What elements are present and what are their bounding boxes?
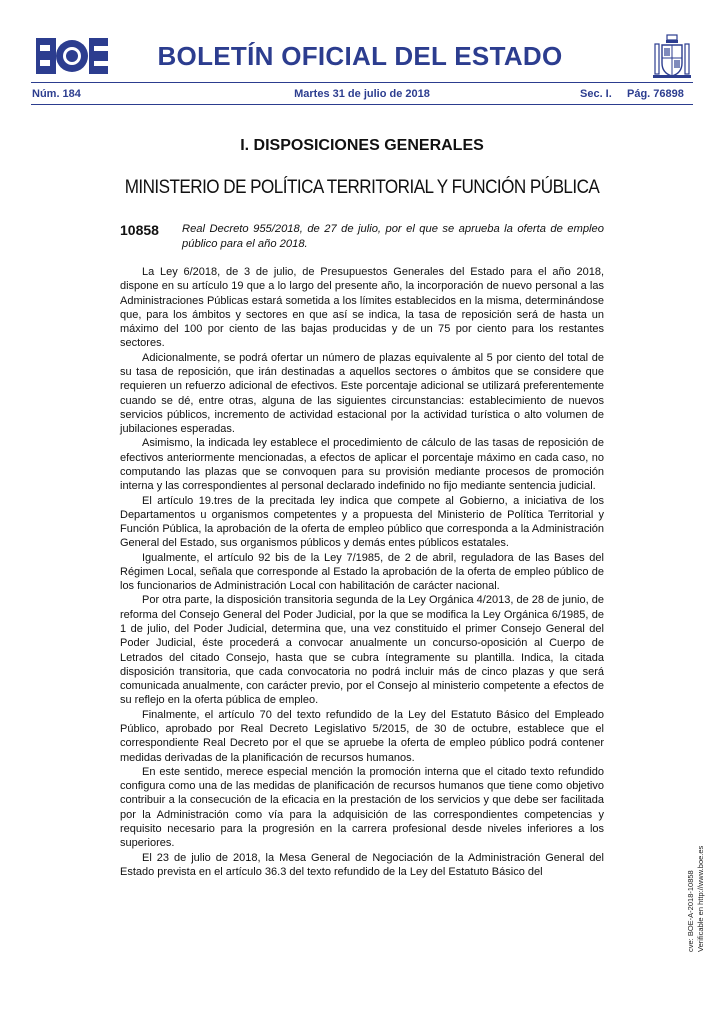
page-number: Pág. 76898 <box>627 88 684 100</box>
issue-date: Martes 31 de julio de 2018 <box>294 88 430 100</box>
paragraph: El 23 de julio de 2018, la Mesa General de Negociación de la Administración General del Estado prevista en el artículo 36.3 del texto refundido de la Ley del Estatuto Básico del <box>120 851 604 878</box>
disposition-number: 10858 <box>120 222 159 238</box>
newspaper-title: BOLETÍN OFICIAL DEL ESTADO <box>157 41 563 71</box>
boe-logo <box>36 38 108 74</box>
ministry-heading: MINISTERIO DE POLÍTICA TERRITORIAL Y FUNCIÓN PÚBLICA <box>124 177 600 198</box>
section-label: Sec. I. <box>580 88 612 100</box>
paragraph: En este sentido, merece especial mención la promoción interna que el citado texto refundido configura como una de las medidas de planificación de recursos humanos que tiene como objetivo contribuir a la consecución de la eficacia en la prestación de los servicios y que debe ser facilitada por la Administración como vía para la adquisición de las correspondientes competencias y requisito necesario para la progresión en la carrera profesional desde niveles inferiores a los superiores. <box>120 765 604 850</box>
paragraph: Adicionalmente, se podrá ofertar un número de plazas equivalente al 5 por ciento del total de su tasa de reposición, que irán destinadas a aquellos sectores o ámbitos que se considere que requieren un refuerzo adicional de efectivos. Este porcentaje adicional se utilizará preferentemente cuando se dé, entre otras, alguna de las siguientes circunstancias: establecimiento de nuevos servicios públicos, incremento de actividad estacional por la actividad turística o alto volumen de jubilaciones esperadas. <box>120 351 604 436</box>
paragraph: La Ley 6/2018, de 3 de julio, de Presupuestos Generales del Estado para el año 2018, dispone en su artículo 19 que a lo largo del presente año, la incorporación de nuevo personal a las Administraciones Públicas estará sometida a los límites establecidos en la misma, determinándose que, para los ámbitos y sectores en que así se indica, la tasa de reposición será de hasta un máximo del 100 por ciento de las bajas producidas y de un 75 por ciento para los restantes sectores. <box>120 266 604 350</box>
paragraph: Por otra parte, la disposición transitoria segunda de la Ley Orgánica 4/2013, de 28 de junio, de reforma del Consejo General del Poder Judicial, por la que se modifica la Ley Orgánica 6/1985, de 1 de julio, del Poder Judicial, determina que, una vez constituido el primer Consejo General del Poder Judicial, éste procederá a convocar anualmente un concurso-oposición al Cuerpo de Letrados del citado Consejo, hasta que se cubra íntegramente su plantilla. Indica, la citada disposición transitoria, que cada convocatoria no podrá incluir más de cinco plazas y que será comunicada anualmente, con carácter previo, por el Consejo al ministerio competente a efectos de su reflejo en la oferta pública de empleo. <box>120 594 604 707</box>
paragraph: Finalmente, el artículo 70 del texto refundido de la Ley del Estatuto Básico del Empleado Público, aprobado por Real Decreto Legislativo 5/2015, de 30 de octubre, establece que el correspondiente Real Decreto por el que se apruebe la oferta de empleo público podrá contener medidas derivadas de la planificación de recursos humanos. <box>120 708 604 764</box>
paragraph: El artículo 19.tres de la precitada ley indica que compete al Gobierno, a iniciativa de los Departamentos u organismos competentes y a propuesta del Ministerio de Política Territorial y Función Pública, la aprobación de la oferta de empleo público que corresponda a la Administración General del Estado, sus organismos públicos y demás entes públicos estatales. <box>120 494 604 550</box>
verification-note <box>686 846 706 952</box>
header-rule-bottom <box>31 104 693 105</box>
disposition-title: Real Decreto 955/2018, de 27 de julio, por el que se aprueba la oferta de empleo público para el año 2018. <box>182 223 604 250</box>
cve-code: cve: BOE-A-2018-10858 <box>686 870 695 952</box>
header-rule-top <box>31 82 693 83</box>
verify-url: Verificable en http://www.boe.es <box>696 845 705 952</box>
spain-coat-of-arms-icon <box>652 34 692 80</box>
document-body <box>120 265 604 879</box>
paragraph: Asimismo, la indicada ley establece el procedimiento de cálculo de las tasas de reposición de efectivos anteriormente mencionadas, a efectos de aplicar el porcentaje máximo en cada caso, no computando las plazas que se convoquen para su provisión mediante procesos de promoción interna y las correspondientes al personal declarado indefinido no fijo mediante sentencia judicial. <box>120 437 604 493</box>
section-title: I. DISPOSICIONES GENERALES <box>240 137 484 154</box>
issue-number: Núm. 184 <box>32 88 81 100</box>
paragraph: Igualmente, el artículo 92 bis de la Ley 7/1985, de 2 de abril, reguladora de las Bases del Régimen Local, señala que corresponde al Estado la aprobación de la oferta de empleo público de los funcionarios de Administración Local con habilitación de carácter nacional. <box>120 551 604 593</box>
